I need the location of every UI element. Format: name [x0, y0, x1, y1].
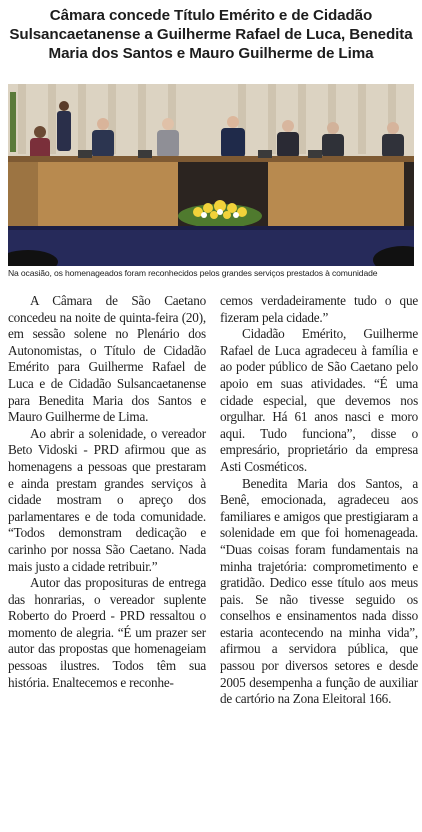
- paragraph: Ao abrir a solenidade, o vereador Beto Vidoski - PRD afirmou que as homenagens a pessoas que prestaram e ainda prestam grandes serviços à cidade mostram o apreço dos parlamentares e de toda comunidade. “Todos demonstram dedicação e carinho por nossa São Caetano. Nada mais justo a cidade retribuir.”: [8, 425, 206, 574]
- photo-caption: Na ocasião, os homenageados foram reconhecidos pelos grandes serviços prestados à comunidade: [8, 268, 378, 278]
- plenary-session-photo: [8, 84, 414, 266]
- article-photo: [8, 84, 414, 266]
- paragraph: Cidadão Emérito, Guilherme Rafael de Luca agradeceu à família e ao poder público de São Caetano pelo apoio em suas atividades. “É uma cidade especial, que devemos nos orgulhar. Há 61 anos nasci e moro aqui. Tudo funciona”, disse o empresário, proprietário da empresa Asti Cosméticos.: [220, 326, 418, 474]
- paragraph-continued: cemos verdadeiramente tudo o que fizeram pela cidade.”: [220, 293, 418, 325]
- paragraph: Benedita Maria dos Santos, a Benê, emocionada, agradeceu aos familiares e amigos que prestigiaram a solenidade em que foi homenageada. “Duas coisas foram fundamentais na minha trajetória: comprometimento e gratidão. Dedico esse título aos meus pais. Se não tivesse seguido os conselhos e ensinamentos nada disso estaria acontecendo na minha vida”, afirmou a servidora pública, que passou por diversos setores e desde 2005 desempenha a função de auxiliar de cartório na Zona Eleitoral 166.: [220, 475, 418, 707]
- paragraph: A Câmara de São Caetano concedeu na noite de quinta-feira (20), em sessão solene no Plenário dos Autonomistas, o Título de Cidadão Emérito para Guilherme Rafael de Luca e de Cidadão Sulsancaetanense para Benedita Maria dos Santos e Mauro Guilherme de Lima.: [8, 293, 206, 425]
- article-headline: Câmara concede Título Emérito e de Cidadão Sulsancaetanense a Guilherme Rafael de Luca, Benedita Maria dos Santos e Mauro Guilherme de Lima: [9, 7, 413, 62]
- paragraph: Autor das proposituras de entrega das honrarias, o vereador suplente Roberto do Proerd - PRD ressaltou o momento de alegria. “É um prazer ser autor das propostas que homenageiam pessoas ilustres. Todos têm sua história. Enaltecemos e reconhe-: [8, 575, 206, 690]
- article-body-left-column: [8, 293, 206, 691]
- article-body-right-column: [220, 293, 418, 708]
